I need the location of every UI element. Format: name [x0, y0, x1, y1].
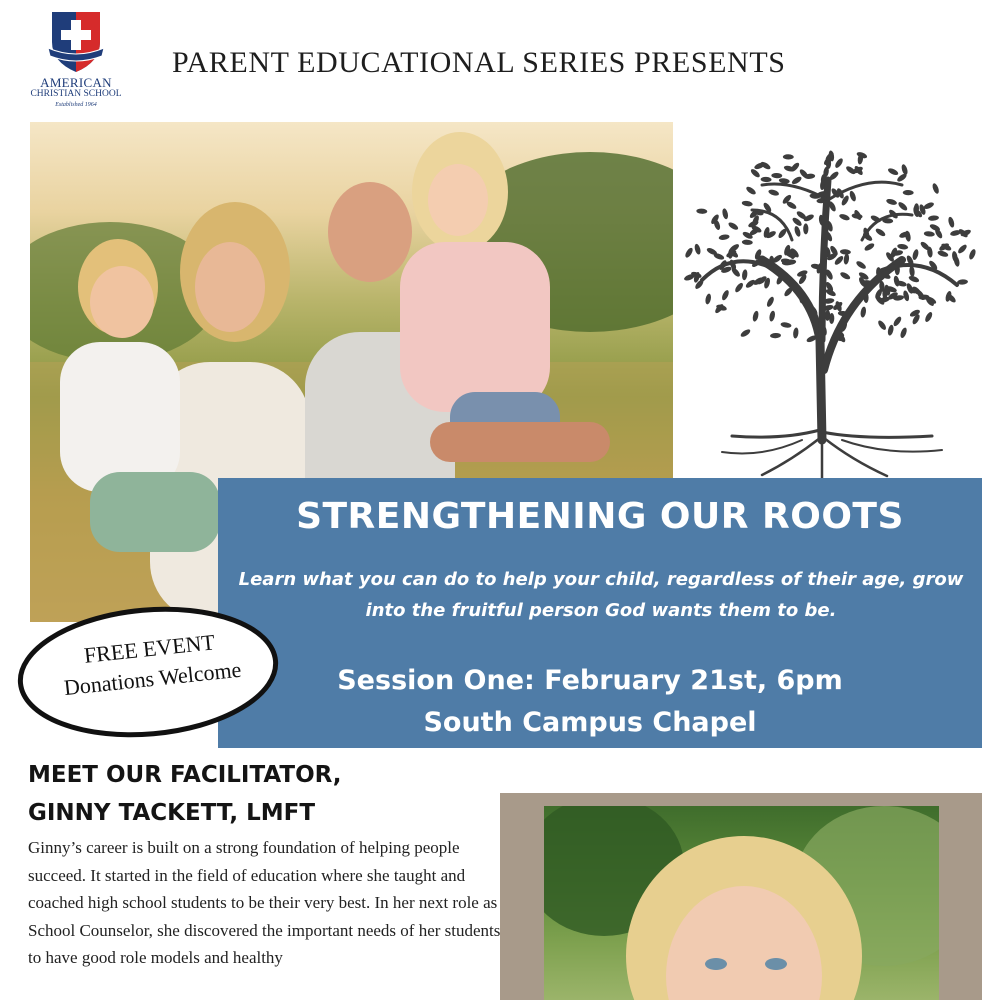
event-banner — [218, 478, 982, 748]
shield-crest-icon — [46, 8, 106, 74]
facilitator-heading-line1: MEET OUR FACILITATOR, — [28, 762, 342, 788]
event-description: Learn what you can do to help your child, regardless of their age, grow into the fruitful person God wants them to be. — [238, 569, 964, 621]
school-logo — [28, 8, 124, 120]
badge-line2: Donations Welcome — [62, 656, 243, 701]
logo-name-line1: AMERICAN — [40, 75, 112, 90]
facilitator-portrait-illustration — [544, 806, 939, 1000]
badge-line1: FREE EVENT — [82, 629, 217, 668]
event-title: STRENGTHENING OUR ROOTS — [296, 496, 904, 537]
facilitator-portrait — [544, 806, 939, 1000]
facilitator-heading — [28, 756, 342, 832]
session-location: South Campus Chapel — [423, 707, 757, 738]
logo-established: Established 1964 — [55, 102, 97, 108]
facilitator-bio: Ginny’s career is built on a strong foundation of helping people succeed. It started in the field of education where she taught and coached high school students to be their very best. In her next role as School Counselor, she discovered the important needs of her students to have good role models and healthy — [28, 838, 501, 967]
logo-name-line2: CHRISTIAN SCHOOL — [30, 89, 122, 99]
event-session-details — [248, 660, 932, 744]
page-title: PARENT EDUCATIONAL SERIES PRESENTS — [172, 46, 786, 79]
free-event-badge — [12, 600, 284, 742]
session-date-time: Session One: February 21st, 6pm — [337, 665, 843, 696]
facilitator-heading-line2: GINNY TACKETT, LMFT — [28, 800, 316, 826]
tree-with-roots-icon — [672, 140, 984, 480]
